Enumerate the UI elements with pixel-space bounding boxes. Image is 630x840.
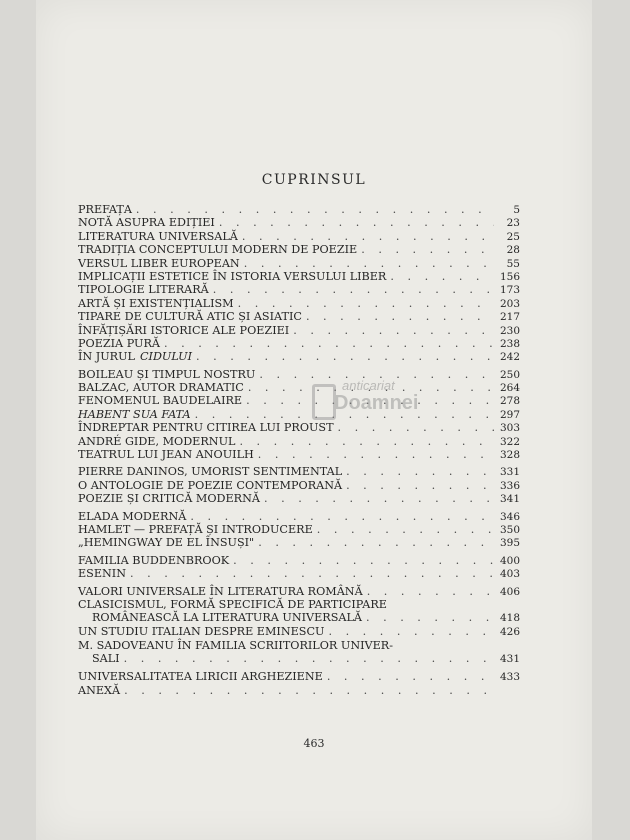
toc-entry-title-italic: HABENT SUA FATA	[78, 407, 191, 421]
toc-entry-title: LITERATURA UNIVERSALĂ	[78, 229, 238, 243]
page-number: 463	[303, 737, 325, 750]
toc-entry	[78, 297, 520, 310]
toc-entry	[78, 523, 520, 536]
leader-dots	[324, 625, 494, 638]
toc-page-number: 28	[506, 244, 520, 257]
toc-page-number: 400	[499, 554, 520, 567]
toc-entry-title-italic: CIDULUI	[139, 350, 193, 364]
toc-entry	[78, 492, 520, 505]
toc-entry	[78, 421, 520, 434]
toc-page-number: 297	[499, 408, 520, 421]
leader-dots	[357, 243, 494, 256]
page-title: CUPRINSUL	[261, 172, 367, 188]
toc-entry-title: BALZAC, AUTOR DRAMATIC	[78, 381, 244, 395]
toc-page-number: 238	[499, 337, 520, 350]
toc-page-number: 336	[499, 479, 520, 492]
toc-entry-title: HAMLET — PREFAȚĂ ȘI INTRODUCERE	[78, 522, 313, 536]
leader-dots	[160, 337, 494, 350]
toc-page-number: 418	[499, 612, 520, 625]
toc-entry-title: ESENIN	[78, 567, 126, 581]
leader-dots	[215, 216, 494, 229]
toc-entry	[78, 435, 520, 448]
leader-dots	[235, 435, 494, 448]
leader-dots	[234, 297, 494, 310]
toc-page-number: 322	[499, 435, 520, 448]
leader-dots	[254, 448, 494, 461]
toc-page-number: 250	[499, 368, 520, 381]
toc-entry	[78, 465, 520, 478]
toc-entry-title: PIERRE DANINOS, UMORIST SENTIMENTAL	[78, 465, 343, 479]
leader-dots	[120, 652, 494, 665]
toc-page-number: 203	[499, 297, 520, 310]
toc-entry-title-cont: ROMÂNEASCĂ LA LITERATURA UNIVERSALĂ	[92, 611, 362, 625]
toc-entry	[78, 310, 520, 323]
toc-entry	[78, 216, 520, 229]
toc-entry-title: TEATRUL LUI JEAN ANOUILH	[78, 448, 254, 462]
toc-entry	[78, 368, 520, 381]
toc-page-number: 278	[499, 395, 520, 408]
leader-dots	[242, 394, 494, 407]
toc-entry	[78, 243, 520, 256]
toc-entry-title: ARTĂ ȘI EXISTENȚIALISM	[78, 296, 234, 310]
toc-entry-continuation	[78, 652, 520, 666]
toc-entry	[78, 625, 520, 638]
leader-dots	[191, 408, 494, 421]
toc-page-number: 431	[499, 653, 520, 666]
toc-entry-title: TIPOLOGIE LITERARĂ	[78, 283, 209, 297]
leader-dots	[260, 492, 494, 505]
toc-entry-title: BOILEAU ȘI TIMPUL NOSTRU	[78, 367, 256, 381]
leader-dots	[186, 510, 494, 523]
leader-dots	[302, 310, 494, 323]
toc-entry	[78, 203, 520, 216]
leader-dots	[244, 381, 494, 394]
toc-page-number: 331	[499, 466, 520, 479]
leader-dots	[363, 585, 494, 598]
toc-entry-title: ANEXĂ	[78, 683, 121, 697]
toc-entry-title: O ANTOLOGIE DE POEZIE CONTEMPORANĂ	[78, 478, 343, 492]
toc-entry	[78, 554, 520, 567]
toc-entry	[78, 257, 520, 270]
toc-entry-title: UN STUDIU ITALIAN DESPRE EMINESCU	[78, 625, 325, 639]
toc-entry-title: IMPLICAȚII ESTETICE ÎN ISTORIA VERSULUI LIBER	[78, 269, 387, 283]
toc-entry-title: M. SADOVEANU ÎN FAMILIA SCRIITORILOR UNIVER-	[78, 638, 393, 652]
leader-dots	[342, 465, 494, 478]
toc-entry	[78, 350, 520, 363]
toc-entry	[78, 585, 520, 598]
toc-page-number: 242	[499, 351, 520, 364]
toc-page-number: 55	[506, 257, 520, 270]
leader-dots	[132, 203, 494, 216]
toc-page-number: 217	[499, 311, 520, 324]
leader-dots	[313, 523, 494, 536]
toc-page-number: 264	[499, 382, 520, 395]
toc-page-number: 346	[499, 510, 520, 523]
leader-dots	[323, 670, 494, 683]
toc-page-number: 25	[506, 230, 520, 243]
toc-page-number: 23	[506, 217, 520, 230]
toc-entry-title: POEZIA PURĂ	[78, 336, 160, 350]
toc-entry	[78, 567, 520, 580]
toc-page-number: 406	[499, 585, 520, 598]
leader-dots	[240, 257, 494, 270]
leader-dots	[209, 283, 494, 296]
toc-entry	[78, 394, 520, 407]
toc-page-number: 156	[499, 270, 520, 283]
toc-entry	[78, 598, 520, 611]
toc-entry	[78, 639, 520, 652]
toc-entry-title: TRADIȚIA CONCEPTULUI MODERN DE POEZIE	[78, 243, 358, 257]
toc-entry-title: ÎN JURUL	[78, 350, 135, 364]
leader-dots	[120, 684, 494, 697]
leader-dots	[362, 611, 494, 624]
toc-entry-title: VALORI UNIVERSALE ÎN LITERATURA ROMÂNĂ	[78, 584, 363, 598]
toc-entry-title: CLASICISMUL, FORMĂ SPECIFICĂ DE PARTICIPARE	[78, 597, 387, 611]
toc-page-number: 395	[499, 537, 520, 550]
toc-entry-title: ELADA MODERNĂ	[78, 509, 187, 523]
toc-entry-title: TIPARE DE CULTURĂ ATIC ȘI ASIATIC	[78, 310, 302, 324]
toc-entry-title: VERSUL LIBER EUROPEAN	[78, 256, 240, 270]
toc-entry	[78, 230, 520, 243]
toc-entry	[78, 510, 520, 523]
toc-page-number: 328	[499, 449, 520, 462]
leader-dots	[386, 270, 494, 283]
toc-page-number: 350	[499, 523, 520, 536]
toc-entry-continuation	[78, 611, 520, 625]
leader-dots	[229, 554, 494, 567]
toc-page-number: 426	[499, 626, 520, 639]
toc-entry	[78, 448, 520, 461]
toc-entry-title: ÎNFĂȚIȘĂRI ISTORICE ALE POEZIEI	[78, 323, 290, 337]
watermark-line2: Doamnei	[334, 392, 419, 414]
toc-page-number: 433	[499, 671, 520, 684]
toc-page-number: 173	[499, 284, 520, 297]
toc-entry-title: POEZIE ȘI CRITICĂ MODERNĂ	[78, 492, 260, 506]
toc-entry-title: ANDRÉ GIDE, MODERNUL	[78, 434, 236, 448]
toc-entry-title: ÎNDREPTAR PENTRU CITIREA LUI PROUST	[78, 421, 334, 435]
toc-entry	[78, 270, 520, 283]
leader-dots	[192, 350, 494, 363]
leader-dots	[342, 479, 494, 492]
book-page	[36, 0, 592, 840]
toc-page-number: 5	[513, 204, 520, 216]
toc-entry-title: PREFAȚA	[78, 203, 132, 216]
toc-page-number: 303	[499, 422, 520, 435]
toc-entry-title: UNIVERSALITATEA LIRICII ARGHEZIENE	[78, 670, 323, 684]
toc-entry-title-cont: SALI	[92, 652, 120, 666]
leader-dots	[254, 536, 494, 549]
leader-dots	[238, 230, 494, 243]
toc-entry	[78, 324, 520, 337]
toc-entry-title: NOTĂ ASUPRA EDIȚIEI	[78, 216, 215, 230]
toc-page-number: 341	[499, 493, 520, 506]
toc-page-number: 403	[499, 568, 520, 581]
leader-dots	[126, 567, 494, 580]
leader-dots	[334, 421, 494, 434]
toc-entry	[78, 408, 520, 421]
toc-entry	[78, 479, 520, 492]
toc-page-number: 230	[499, 324, 520, 337]
leader-dots	[255, 368, 494, 381]
leader-dots	[289, 324, 494, 337]
toc-entry	[78, 536, 520, 549]
toc-entry	[78, 684, 520, 697]
toc-entry-title: FENOMENUL BAUDELAIRE	[78, 394, 243, 408]
toc-entry	[78, 337, 520, 350]
toc-entry	[78, 283, 520, 296]
watermark-line1: anticariat	[342, 378, 395, 393]
table-of-contents	[78, 203, 520, 697]
toc-entry	[78, 381, 520, 394]
toc-entry	[78, 670, 520, 683]
toc-entry-title: „HEMINGWAY DE EL ÎNSUȘI"	[78, 536, 255, 550]
toc-entry-title: FAMILIA BUDDENBROOK	[78, 553, 230, 567]
